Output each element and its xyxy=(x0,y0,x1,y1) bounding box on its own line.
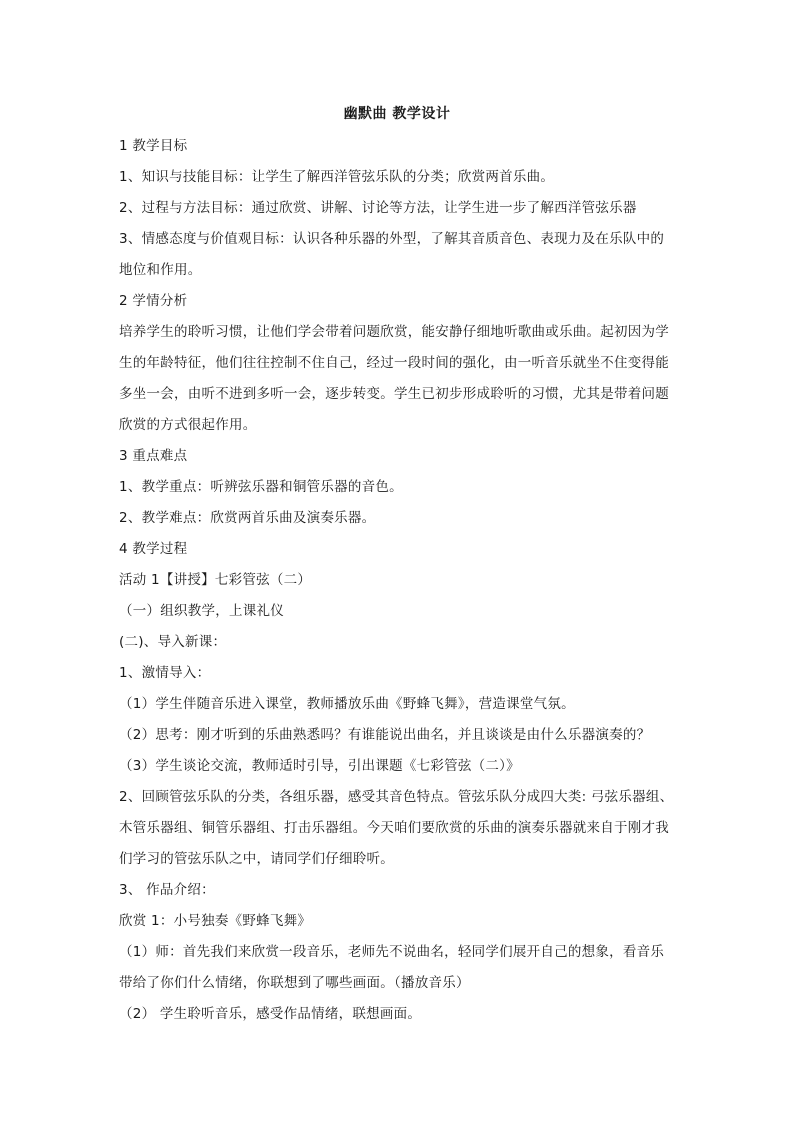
paragraph-line: （3）学生谈论交流，教师适时引导，引出课题《七彩管弦（二）》 xyxy=(119,758,520,774)
section-heading-analysis: 2 学情分析 xyxy=(119,293,188,309)
paragraph-line: （2）思考：刚才听到的乐曲熟悉吗？有谁能说出曲名，并且谈谈是由什么乐器演奏的？ xyxy=(119,727,651,743)
paragraph-line: 2、回顾管弦乐队的分类，各组乐器，感受其音色特点。管弦乐队分成四大类: 弓弦乐器组、 xyxy=(119,789,674,805)
section-heading-keypoints: 3 重点难点 xyxy=(119,448,188,464)
paragraph-line: 欣赏的方式很起作用。 xyxy=(119,417,257,433)
section-heading-process: 4 教学过程 xyxy=(119,541,188,557)
paragraph-line: （一）组织教学，上课礼仪 xyxy=(119,603,284,619)
paragraph-line: 多坐一会，由听不进到多听一会，逐步转变。学生已初步形成聆听的习惯，尤其是带着问题 xyxy=(119,386,669,402)
paragraph-line: 活动 1【讲授】七彩管弦（二） xyxy=(119,572,312,588)
paragraph-line: （1）师：首先我们来欣赏一段音乐，老师先不说曲名，轻同学们展开自己的想象，看音乐 xyxy=(119,944,665,960)
section-heading-objectives: 1 教学目标 xyxy=(119,138,188,154)
paragraph-line: 1、教学重点：听辨弦乐器和铜管乐器的音色。 xyxy=(119,479,403,495)
paragraph-line: 3、 作品介绍： xyxy=(119,882,215,898)
paragraph-line: 2、过程与方法目标：通过欣赏、讲解、讨论等方法，让学生进一步了解西洋管弦乐器 xyxy=(119,200,637,216)
paragraph-line: 2、教学难点：欣赏两首乐曲及演奏乐器。 xyxy=(119,510,376,526)
paragraph-line: 木管乐器组、铜管乐器组、打击乐器组。今天咱们要欣赏的乐曲的演奏乐器就来自于刚才我 xyxy=(119,820,669,836)
paragraph-line: 培养学生的聆听习惯，让他们学会带着问题欣赏，能安静仔细地听歌曲或乐曲。起初因为学 xyxy=(119,324,669,340)
paragraph-line: (二)、导入新课： xyxy=(119,634,227,650)
paragraph-line: 们学习的管弦乐队之中，请同学们仔细聆听。 xyxy=(119,851,394,867)
paragraph-line: 生的年龄特征，他们往往控制不住自己，经过一段时间的强化，由一听音乐就坐不住变得能 xyxy=(119,355,669,371)
paragraph-line: （2） 学生聆听音乐，感受作品情绪，联想画面。 xyxy=(119,1006,422,1022)
paragraph-line: 1、激情导入： xyxy=(119,665,211,681)
paragraph-line: 1、知识与技能目标：让学生了解西洋管弦乐队的分类；欣赏两首乐曲。 xyxy=(119,169,555,185)
paragraph-line: 3、情感态度与价值观目标：认识各种乐器的外型，了解其音质音色、表现力及在乐队中的 xyxy=(119,231,665,247)
paragraph-line: 欣赏 1：小号独奏《野蜂飞舞》 xyxy=(119,913,312,929)
paragraph-line: 地位和作用。 xyxy=(119,262,202,278)
paragraph-line: 带给了你们什么情绪，你联想到了哪些画面。（播放音乐） xyxy=(119,975,470,991)
document-body xyxy=(119,131,675,1030)
paragraph-line: （1）学生伴随音乐进入课堂，教师播放乐曲《野蜂飞舞》，营造课堂气氛。 xyxy=(119,696,575,712)
document-title: 幽默曲 教学设计 xyxy=(343,106,451,122)
